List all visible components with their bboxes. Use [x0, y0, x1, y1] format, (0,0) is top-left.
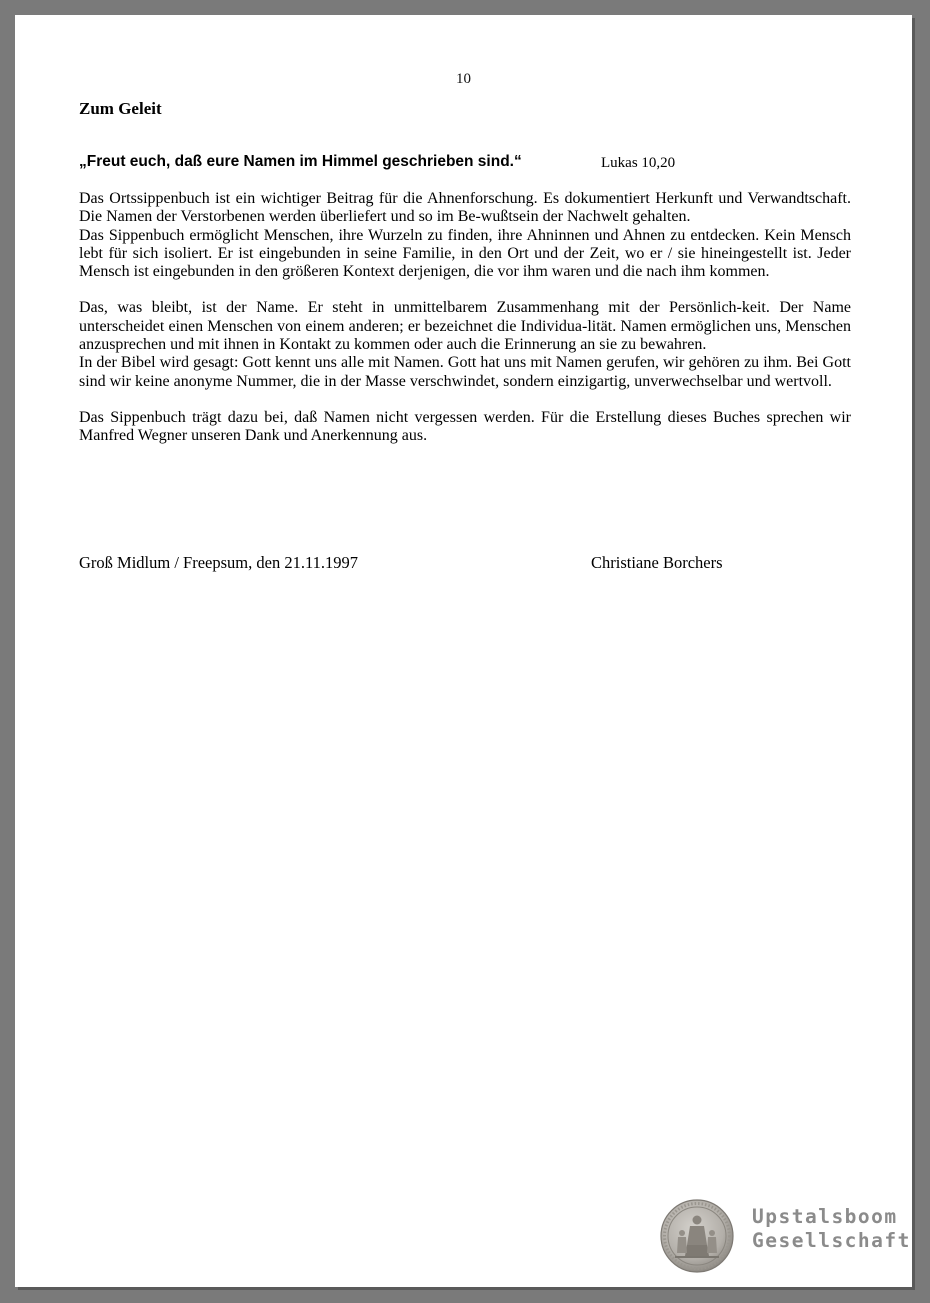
bible-quote-reference: Lukas 10,20: [601, 155, 676, 171]
publisher-name-line1: Upstalsboom: [752, 1205, 898, 1228]
paragraph: Das Sippenbuch trägt dazu bei, daß Namen nicht vergessen werden. Für die Erstellung dieses Buches sprechen wir Manfred Wegner unseren Dank und Anerkennung aus.: [79, 408, 851, 445]
page-heading: Zum Geleit: [79, 99, 162, 118]
paragraph: Das Ortssippenbuch ist ein wichtiger Beitrag für die Ahnenforschung. Es dokumentiert Herkunft und Verwandtschaft. Die Namen der Verstorbenen werden überliefert und so im Be-wußtsein der Nachwelt gehalten.: [79, 190, 851, 226]
paragraph: In der Bibel wird gesagt: Gott kennt uns alle mit Namen. Gott hat uns mit Namen gerufen, wir gehören zu ihm. Bei Gott sind wir keine anonyme Nummer, die in der Masse verschwindet, sondern einzigartig, unverwechselbar und wertvoll.: [79, 354, 851, 390]
paragraph: Das Sippenbuch ermöglicht Menschen, ihre Wurzeln zu finden, ihre Ahninnen und Ahnen zu entdecken. Kein Mensch lebt für sich isoliert. Er ist eingebunden in seine Familie, in den Ort und der Zeit, wo er / sie hineingestellt ist. Jeder Mensch ist eingebunden in den größeren Kontext derjenigen, die vor ihm waren und die nach ihm kommen.: [79, 226, 851, 281]
body-text: [79, 190, 851, 446]
page-number: 10: [456, 71, 471, 87]
publisher-logo: [660, 1199, 910, 1275]
signature-name: Christiane Borchers: [591, 553, 723, 572]
seal-icon: [660, 1199, 734, 1273]
document-page: [15, 15, 912, 1287]
publisher-name-line2: Gesellschaft: [752, 1229, 911, 1252]
paragraph: Das, was bleibt, ist der Name. Er steht in unmittelbarem Zusammenhang mit der Persönlich-keit. Der Name unterscheidet einen Menschen von einem anderen; er bezeichnet die Individua-lität. Namen ermöglichen uns, Menschen anzusprechen und mit ihnen in Kontakt zu kommen oder auch die Erinnerung an sie zu bewahren.: [79, 299, 851, 354]
publisher-name: [752, 1205, 911, 1253]
signature-place-date: Groß Midlum / Freepsum, den 21.11.1997: [79, 553, 358, 572]
bible-quote: „Freut euch, daß eure Namen im Himmel geschrieben sind.“: [79, 153, 522, 170]
